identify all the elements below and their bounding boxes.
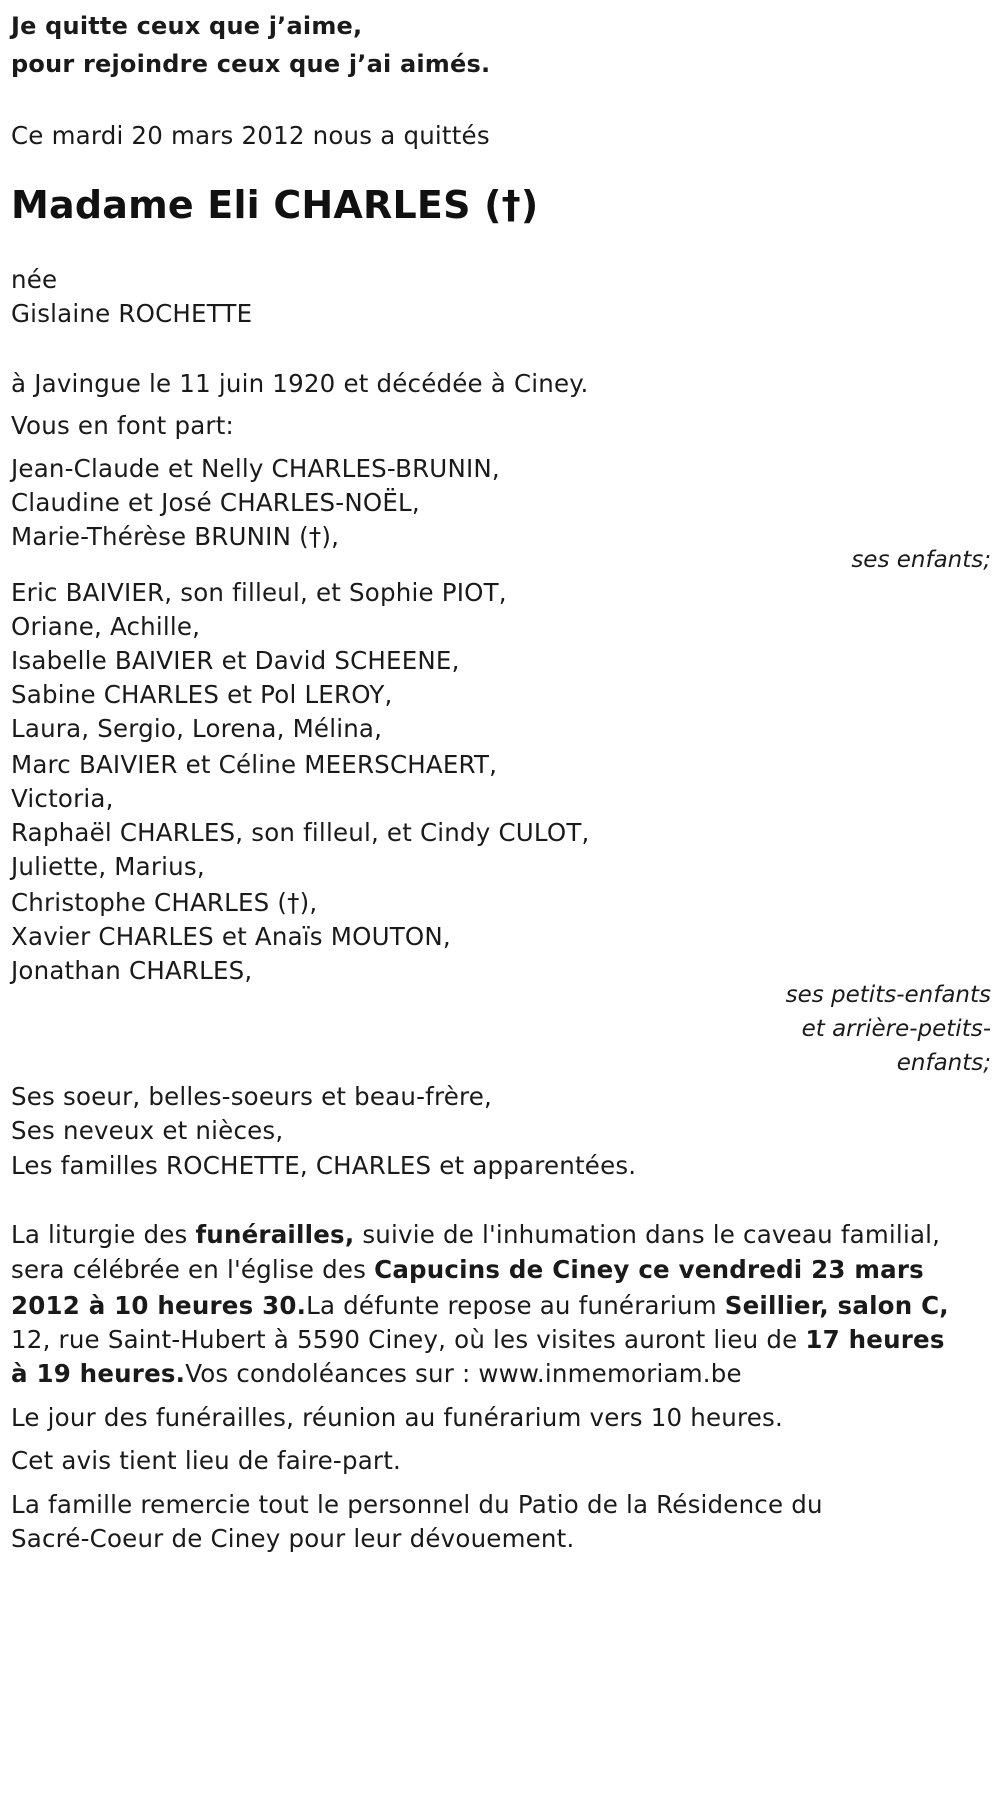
funeral-line-3: 2012 à 10 heures 30.La défunte repose au funérarium Seillier, salon C, (11, 1291, 949, 1320)
maiden-name: Gislaine ROCHETTE (11, 299, 253, 328)
funeral-home: Seillier, salon C, (724, 1291, 949, 1320)
birth-death: à Javingue le 11 juin 1920 et décédée à Ciney. (11, 369, 589, 398)
church-date: Capucins de Ciney ce vendredi 23 mars (374, 1255, 924, 1284)
notice-info: Cet avis tient lieu de faire-part. (11, 1446, 401, 1475)
thanks-line-2: Sacré-Coeur de Ciney pour leur dévouement. (11, 1524, 575, 1553)
grandchild-line: Sabine CHARLES et Pol LEROY, (11, 680, 393, 709)
other-relatives-line: Ses neveux et nièces, (11, 1116, 284, 1145)
funeral-line-4: 12, rue Saint-Hubert à 5590 Ciney, où les visites auront lieu de 17 heures (11, 1325, 945, 1354)
visit-hours-end: à 19 heures. (11, 1359, 186, 1388)
funeral-line-5: à 19 heures.Vos condoléances sur : www.inmemoriam.be (11, 1359, 742, 1388)
grandchild-line: Jonathan CHARLES, (11, 956, 253, 985)
thanks-line-1: La famille remercie tout le personnel du Patio de la Résidence du (11, 1490, 823, 1519)
child-line: Jean-Claude et Nelly CHARLES-BRUNIN, (11, 454, 500, 483)
grandchildren-role-line-3: enfants; (896, 1050, 991, 1076)
grandchild-line: Raphaël CHARLES, son filleul, et Cindy CULOT, (11, 818, 590, 847)
grandchild-line: Oriane, Achille, (11, 612, 201, 641)
other-relatives-line: Les familles ROCHETTE, CHARLES et apparentées. (11, 1151, 637, 1180)
grandchild-line: Isabelle BAIVIER et David SCHEENE, (11, 646, 460, 675)
grandchildren-role-line-1: ses petits-enfants (785, 982, 991, 1008)
ceremony-time: 2012 à 10 heures 30. (11, 1291, 307, 1320)
grandchild-line: Eric BAIVIER, son filleul, et Sophie PIOT, (11, 578, 507, 607)
grandchildren-role-line-2: et arrière-petits- (801, 1016, 991, 1042)
epigraph-line-2: pour rejoindre ceux que j’ai aimés. (11, 50, 491, 78)
announcement: Ce mardi 20 mars 2012 nous a quittés (11, 121, 490, 150)
grandchild-line: Christophe CHARLES (†), (11, 888, 318, 917)
grandchild-line: Victoria, (11, 784, 114, 813)
funeral-emphasis: funérailles, (195, 1220, 355, 1249)
epigraph-line-1: Je quitte ceux que j’aime, (11, 12, 363, 40)
child-line: Claudine et José CHARLES-NOËL, (11, 488, 420, 517)
child-line: Marie-Thérèse BRUNIN (†), (11, 522, 340, 551)
meeting-info: Le jour des funérailles, réunion au funérarium vers 10 heures. (11, 1403, 783, 1432)
other-relatives-line: Ses soeur, belles-soeurs et beau-frère, (11, 1082, 492, 1111)
grandchild-line: Marc BAIVIER et Céline MEERSCHAERT, (11, 750, 498, 779)
children-role: ses enfants; (851, 547, 991, 573)
grandchild-line: Juliette, Marius, (11, 852, 205, 881)
grandchild-line: Xavier CHARLES et Anaïs MOUTON, (11, 922, 451, 951)
nee-label: née (11, 265, 58, 294)
visit-hours-start: 17 heures (805, 1325, 945, 1354)
intro: Vous en font part: (11, 411, 234, 440)
funeral-line-1: La liturgie des funérailles, suivie de l'inhumation dans le caveau familial, (11, 1220, 941, 1249)
funeral-line-2: sera célébrée en l'église des Capucins de Ciney ce vendredi 23 mars (11, 1255, 924, 1284)
grandchild-line: Laura, Sergio, Lorena, Mélina, (11, 714, 383, 743)
deceased-name: Madame Eli CHARLES (†) (11, 183, 539, 227)
